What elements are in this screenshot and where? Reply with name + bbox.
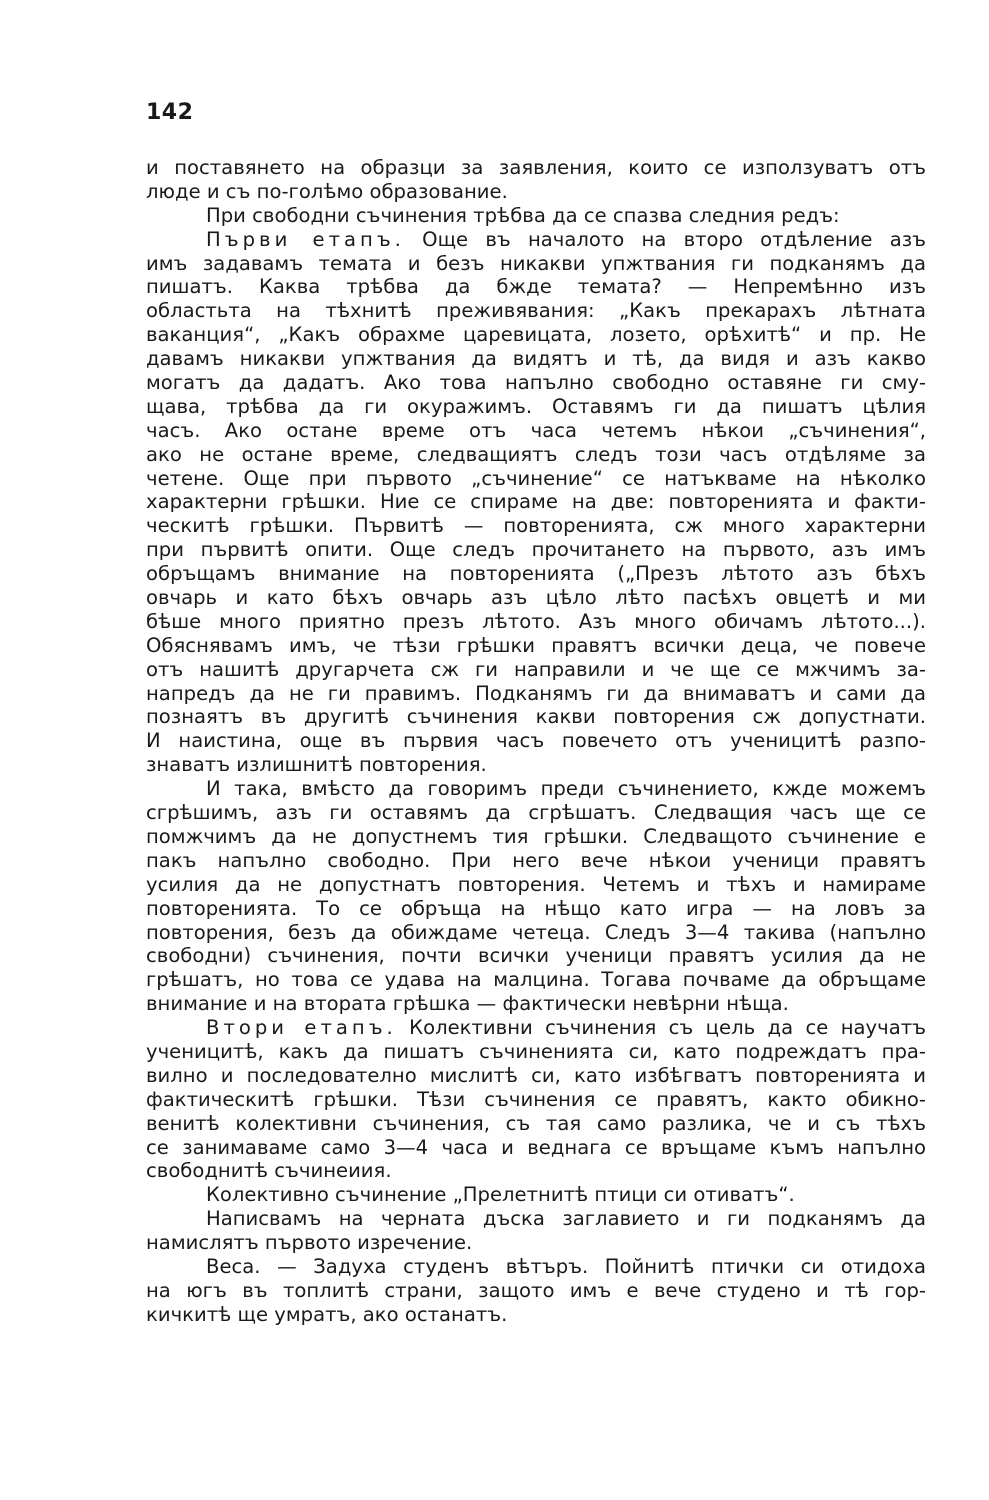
line-text: овчарь и като бѣхъ овчарь азъ цѣло лѣто пасѣхъ овцетѣ и ми	[146, 586, 926, 610]
line-text: грѣшатъ, но това се удава на малцина. Тогава почваме да обръщаме	[146, 968, 926, 992]
line-text: четене. Още при първото „съчинение“ се натъкваме на нѣколко	[146, 466, 926, 490]
line-text: сгрѣшимъ, азъ ги оставямъ да сгрѣшатъ. Следващия часъ ще се	[146, 801, 926, 825]
line-text: намислятъ първото изречение.	[146, 1231, 473, 1255]
line-text: ученицитѣ, какъ да пишатъ съчиненията си, като подреждатъ пра-	[146, 1039, 926, 1063]
line-text: И наистина, още въ първия часъ повечето отъ ученицитѣ разпо-	[146, 729, 926, 753]
paragraph	[146, 1183, 926, 1207]
line-text: ако не остане време, следващиятъ следъ този часъ отдѣляме за	[146, 442, 926, 466]
text-line	[146, 1303, 926, 1327]
line-text: Обяснявамъ имъ, че тѣзи грѣшки правятъ всички деца, че повече	[146, 633, 926, 657]
line-text: помжчимъ да не допустнемъ тия грѣшки. Следващото съчинение е	[146, 824, 926, 848]
line-text: бѣше много приятно презъ лѣтото. Азъ много обичамъ лѣтото...).	[146, 609, 926, 633]
paragraph	[146, 156, 926, 204]
text-line	[146, 347, 926, 371]
text-line	[146, 538, 926, 562]
text-line	[146, 753, 926, 777]
line-text: Колективни съчинения съ цель да се научатъ	[396, 1016, 926, 1040]
paragraph	[146, 1207, 926, 1255]
line-text: часъ. Ако остане време отъ часа четемъ нѣкои „съчинения“,	[146, 418, 926, 442]
text-line	[146, 156, 926, 180]
spaced-heading: Първи етапъ.	[206, 227, 405, 251]
line-text: имъ задавамъ темата и безъ никакви упжтвания ги подканямъ да	[146, 251, 926, 275]
text-line	[146, 419, 926, 443]
text-line	[146, 1136, 926, 1160]
spaced-heading: Втори етапъ.	[206, 1016, 397, 1040]
paragraph	[146, 777, 926, 1016]
line-text: ваканция“, „Какъ обрахме царевицата, лозето, орѣхитѣ“ и пр. Не	[146, 323, 926, 347]
text-line	[146, 323, 926, 347]
text-line	[146, 1159, 926, 1183]
text-line	[146, 921, 926, 945]
line-text: отъ нашитѣ другарчета сж ги направили и че ще се мжчимъ за-	[146, 657, 926, 681]
line-text: Още въ началото на второ отдѣление азъ	[404, 227, 926, 251]
text-line	[146, 514, 926, 538]
text-line	[146, 586, 926, 610]
text-line	[146, 1064, 926, 1088]
text-line	[146, 180, 926, 204]
line-text: внимание и на втората грѣшка — фактически невѣрни нѣща.	[146, 992, 789, 1016]
text-body	[146, 156, 926, 1327]
line-text: на югъ въ топлитѣ страни, защото имъ е вече студено и тѣ гор-	[146, 1278, 926, 1302]
line-text: пишатъ. Каква трѣбва да бжде темата? — Непремѣнно изъ	[146, 275, 926, 299]
text-line	[146, 729, 926, 753]
text-line	[146, 610, 926, 634]
line-text: И така, вмѣсто да говоримъ преди съчинението, кжде можемъ	[206, 777, 926, 801]
line-text: ческитѣ грѣшки. Първитѣ — повторенията, сж много характерни	[146, 514, 926, 538]
text-line	[146, 682, 926, 706]
text-line	[146, 467, 926, 491]
line-text: повторенията. То се обръща на нѣщо като игра — на ловъ за	[146, 896, 926, 920]
text-line	[146, 968, 926, 992]
line-text: областьта на тѣхнитѣ преживявания: „Какъ прекарахъ лѣтната	[146, 299, 926, 323]
line-text: Написвамъ на черната дъска заглавието и ги подканямъ да	[206, 1207, 926, 1231]
line-text: фактическитѣ грѣшки. Тѣзи съчинения се правятъ, както обикно-	[146, 1087, 926, 1111]
text-line	[146, 849, 926, 873]
page-number: 142	[146, 100, 194, 125]
line-text: знаватъ излишнитѣ повторения.	[146, 753, 487, 777]
paragraph	[146, 228, 926, 777]
text-line	[146, 1040, 926, 1064]
line-text: вилно и последователно мислитѣ си, като избѣгватъ повторенията и	[146, 1063, 926, 1087]
text-line	[146, 299, 926, 323]
line-text: щава, трѣбва да ги окуражимъ. Оставямъ ги да пишатъ цѣлия	[146, 394, 926, 418]
paragraph	[146, 1255, 926, 1327]
text-line	[146, 1231, 926, 1255]
text-line	[146, 275, 926, 299]
line-text: и поставянето на образци за заявления, които се използуватъ отъ	[146, 156, 926, 179]
text-line	[146, 705, 926, 729]
text-line	[146, 204, 926, 228]
line-text: познаятъ въ другитѣ съчинения какви повторения сж допустнати.	[146, 705, 926, 729]
paragraph	[146, 1016, 926, 1183]
line-text: пакъ напълно свободно. При него вече нѣкои ученици правятъ	[146, 848, 926, 872]
text-line	[146, 825, 926, 849]
line-text: характерни грѣшки. Ние се спираме на две: повторенията и факти-	[146, 490, 926, 514]
paragraph	[146, 204, 926, 228]
text-line	[146, 634, 926, 658]
line-text: свободнитѣ съчинеиия.	[146, 1159, 392, 1183]
text-line	[146, 228, 926, 252]
line-text: могатъ да дадатъ. Ако това напълно свободно оставяне ги сму-	[146, 371, 926, 395]
text-line	[146, 1016, 926, 1040]
line-text: венитѣ колективни съчинения, съ тая само разлика, че и съ тѣхъ	[146, 1111, 926, 1135]
line-text: при първитѣ опити. Още следъ прочитането на първото, азъ имъ	[146, 538, 926, 562]
line-text: се занимаваме само 3—4 часа и веднага се връщаме къмъ напълно	[146, 1135, 926, 1159]
line-text: давамъ никакви упжтвания да видятъ и тѣ, да видя и азъ какво	[146, 347, 926, 371]
text-line	[146, 443, 926, 467]
line-text: свободни) съчинения, почти всички ученици правятъ усилия да не	[146, 944, 926, 968]
text-line	[146, 1183, 926, 1207]
line-text: Веса. — Задуха студенъ вѣтъръ. Пойнитѣ птички си отидоха	[206, 1254, 926, 1278]
text-line	[146, 1207, 926, 1231]
line-text: Колективно съчинение „Прелетнитѣ птици си отиватъ“.	[206, 1183, 795, 1207]
text-line	[146, 992, 926, 1016]
text-line	[146, 252, 926, 276]
text-line	[146, 897, 926, 921]
line-text: напредъ да не ги правимъ. Подканямъ ги да внимаватъ и сами да	[146, 681, 926, 705]
line-text: люде и съ по-голѣмо образование.	[146, 179, 508, 203]
text-line	[146, 801, 926, 825]
text-line	[146, 490, 926, 514]
text-line	[146, 371, 926, 395]
line-text: кичкитѣ ще умратъ, ако останатъ.	[146, 1302, 508, 1326]
text-line	[146, 777, 926, 801]
text-line	[146, 658, 926, 682]
line-text: При свободни съчинения трѣбва да се спазва следния редъ:	[206, 203, 840, 227]
text-line	[146, 395, 926, 419]
text-line	[146, 873, 926, 897]
line-text: усилия да не допустнатъ повторения. Четемъ и тѣхъ и намираме	[146, 872, 926, 896]
text-line	[146, 1112, 926, 1136]
line-text: обръщамъ внимание на повторенията („Презъ лѣтото азъ бѣхъ	[146, 562, 926, 586]
text-line	[146, 944, 926, 968]
text-line	[146, 1255, 926, 1279]
line-text: повторения, безъ да обиждаме четеца. Следъ 3—4 такива (напълно	[146, 920, 926, 944]
text-line	[146, 1088, 926, 1112]
text-line	[146, 1279, 926, 1303]
text-line	[146, 562, 926, 586]
